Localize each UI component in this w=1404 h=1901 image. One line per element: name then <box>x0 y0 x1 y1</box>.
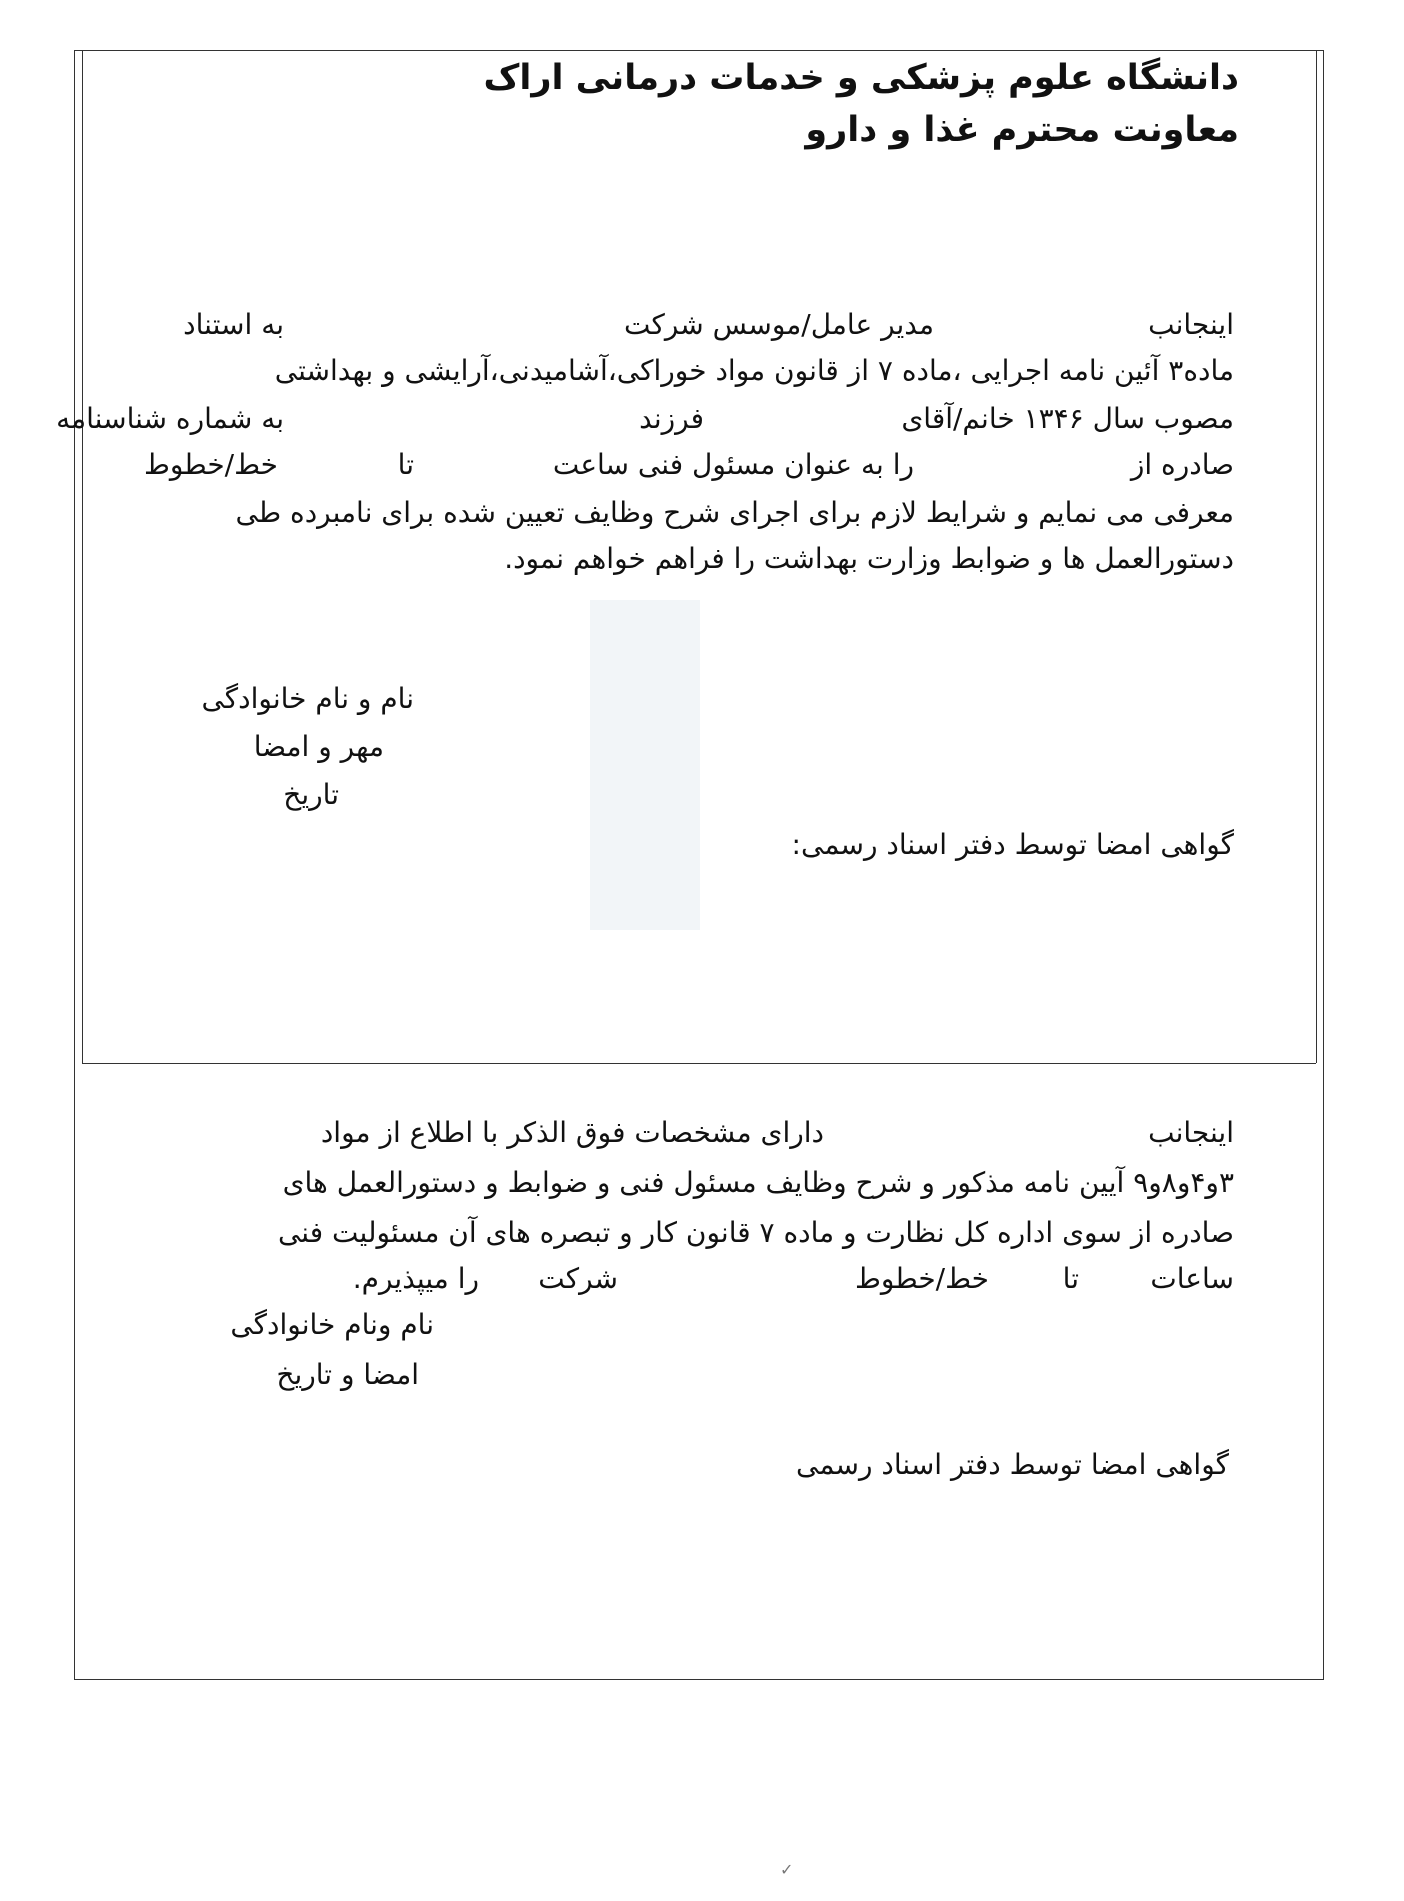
l2-l1-a: اینجانب <box>1148 1116 1234 1149</box>
l1-sig-name: نام و نام خانوادگی <box>201 682 414 715</box>
l2-l4-a: ساعات <box>1150 1262 1234 1295</box>
l2-l4-d: شرکت <box>538 1262 618 1295</box>
l1-sig-date: تاریخ <box>283 778 339 811</box>
l1-l1-a: اینجانب <box>1148 308 1234 341</box>
l1-notary: گواهی امضا توسط دفتر اسناد رسمی: <box>791 828 1234 861</box>
l2-line-3: صادره از سوی اداره کل نظارت و ماده ۷ قانون کار و تبصره های آن مسئولیت فنی <box>277 1216 1234 1249</box>
l1-l4-a: صادره از <box>1130 448 1234 481</box>
heading-department: معاونت محترم غذا و دارو <box>805 110 1239 150</box>
l1-l1-b: مدیر عامل/موسس شرکت <box>624 308 934 341</box>
l1-line-5: معرفی می نمایم و شرایط لازم برای اجرای شرح وظایف تعیین شده برای نامبرده طی <box>235 496 1234 529</box>
l1-l3-a: مصوب سال ۱۳۴۶ خانم/آقای <box>901 402 1234 435</box>
l1-l3-c: به شماره شناسنامه <box>56 402 284 435</box>
l2-l1-b: دارای مشخصات فوق الذکر با اطلاع از مواد <box>320 1116 824 1149</box>
l1-sig-stamp: مهر و امضا <box>253 730 384 763</box>
scan-tick-mark: ✓ <box>780 1860 794 1879</box>
section-divider <box>82 1063 1316 1064</box>
frame-right-inner-line <box>1316 50 1317 1063</box>
l2-line-2: ۳و۴و۸و۹ آیین نامه مذکور و شرح وظایف مسئول فنی و ضوابط و دستورالعمل های <box>282 1166 1234 1199</box>
letter-frame <box>74 50 1324 1680</box>
l1-l1-c: به استناد <box>183 308 284 341</box>
l1-line-6: دستورالعمل ها و ضوابط وزارت بهداشت را فراهم خواهم نمود. <box>504 542 1234 575</box>
l2-l4-c: خط/خطوط <box>855 1262 989 1295</box>
l1-l3-b: فرزند <box>639 402 704 435</box>
l1-line-2: ماده۳ آئین نامه اجرایی ،ماده ۷ از قانون مواد خوراکی،آشامیدنی،آرایشی و بهداشتی <box>274 354 1234 387</box>
l1-l4-c: تا <box>397 448 414 481</box>
heading-university: دانشگاه علوم پزشکی و خدمات درمانی اراک <box>483 58 1239 98</box>
l2-l4-b: تا <box>1062 1262 1079 1295</box>
l2-sig-name: نام ونام خانوادگی <box>230 1308 434 1341</box>
l1-l4-d: خط/خطوط <box>144 448 278 481</box>
l2-sig-date: امضا و تاریخ <box>276 1358 419 1391</box>
l1-l4-b: را به عنوان مسئول فنی ساعت <box>552 448 914 481</box>
l2-notary: گواهی امضا توسط دفتر اسناد رسمی <box>795 1448 1229 1481</box>
frame-left-inner-line <box>82 50 83 1063</box>
l2-l4-e: را میپذیرم. <box>352 1262 479 1295</box>
